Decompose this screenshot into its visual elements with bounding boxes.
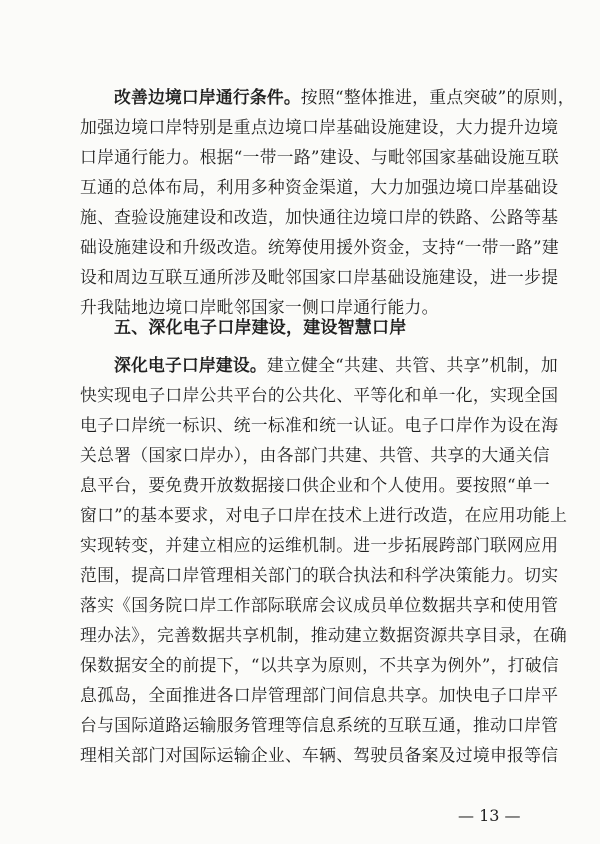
- text-run: 建立健全“共建、共管、共享”机制，加: [266, 355, 558, 375]
- text-run: 按照“整体推进，重点突破”的原则，: [300, 87, 575, 107]
- paragraph-lead: 深化电子口岸建设。: [114, 355, 267, 375]
- text-line: 设和周边互联互通所涉及毗邻国家口岸基础设施建设，进一步提: [80, 267, 559, 287]
- text-line: 口岸通行能力。根据“一带一路”建设、与毗邻国家基础设施互联: [80, 147, 559, 167]
- section-heading: 五、深化电子口岸建设，建设智慧口岸: [114, 318, 407, 338]
- text-line: 实现转变，并建立相应的运维机制。进一步拓展跨部门联网应用: [80, 535, 559, 555]
- text-line: 范围，提高口岸管理相关部门的联合执法和科学决策能力。切实: [80, 565, 559, 585]
- text-line: 息孤岛，全面推进各口岸管理部门间信息共享。加快电子口岸平: [80, 685, 559, 705]
- text-line: [80, 350, 558, 380]
- text-line: 加强边境口岸特别是重点边境口岸基础设施建设，大力提升边境: [80, 117, 559, 137]
- text-line: 互通的总体布局，利用多种资金渠道，大力加强边境口岸基础设: [80, 177, 559, 197]
- text-line: [80, 82, 575, 112]
- text-line: 保数据安全的前提下，“以共享为原则，不共享为例外”，打破信: [80, 655, 559, 675]
- text-line: 窗口”的基本要求，对电子口岸在技术上进行改造，在应用功能上: [80, 505, 568, 525]
- paragraph-lead: 改善边境口岸通行条件。: [114, 87, 301, 107]
- text-line: 施、查验设施建设和改造，加快通往边境口岸的铁路、公路等基: [80, 207, 559, 227]
- text-line: 理相关部门对国际运输企业、车辆、驾驶员备案及过境申报等信: [80, 745, 559, 765]
- paragraph-electronic-ports: [80, 350, 568, 770]
- text-line: 台与国际道路运输服务管理等信息系统的互联互通，推动口岸管: [80, 715, 559, 735]
- text-line: 础设施建设和升级改造。统筹使用援外资金，支持“一带一路”建: [80, 237, 559, 257]
- text-line: 理办法》，完善数据共享机制，推动建立数据资源共享目录，在确: [80, 625, 567, 645]
- text-line: 电子口岸统一标识、统一标准和统一认证。电子口岸作为设在海: [80, 415, 559, 435]
- text-line: 落实《国务院口岸工作部际联席会议成员单位数据共享和使用管: [80, 595, 559, 615]
- text-line: 快实现电子口岸公共平台的公共化、平等化和单一化，实现全国: [80, 385, 559, 405]
- text-line: 息平台，要免费开放数据接口供企业和个人使用。要按照“单一: [80, 475, 551, 495]
- text-line: 关总署（国家口岸办），由各部门共建、共管、共享的大通关信: [80, 445, 550, 465]
- paragraph-border-ports: [80, 82, 575, 322]
- page-number: — 13 —: [458, 806, 521, 825]
- text-line: 升我陆地边境口岸毗邻国家一侧口岸通行能力。: [80, 297, 439, 317]
